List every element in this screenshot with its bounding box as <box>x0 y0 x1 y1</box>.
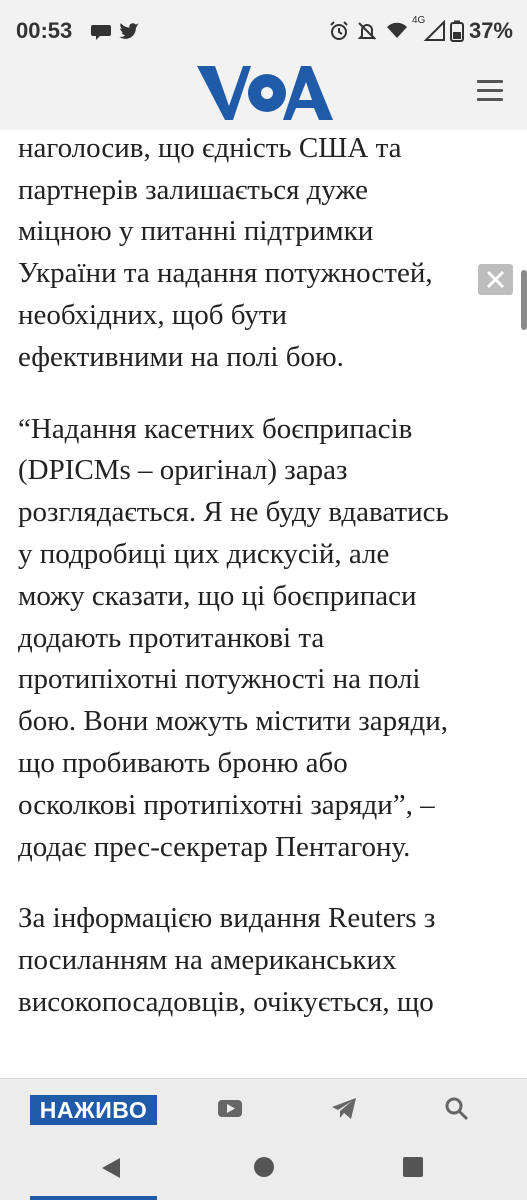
system-navigation <box>0 1134 527 1200</box>
voa-logo[interactable] <box>195 62 335 124</box>
twitter-icon <box>118 20 140 42</box>
youtube-icon[interactable] <box>216 1095 244 1121</box>
battery-percent: 37% <box>468 18 513 43</box>
scrollbar-thumb[interactable] <box>521 270 527 330</box>
hamburger-menu-icon[interactable] <box>477 76 503 102</box>
wifi-icon <box>386 20 408 42</box>
live-button[interactable]: НАЖИВО <box>30 1095 157 1125</box>
search-icon[interactable] <box>443 1095 471 1121</box>
bottom-navigation <box>0 1078 527 1135</box>
article-body <box>0 110 527 1090</box>
back-icon[interactable] <box>100 1156 122 1180</box>
network-type: 4G <box>412 15 426 26</box>
logo-text: VOA <box>195 62 198 63</box>
status-bar <box>0 0 527 62</box>
status-time: 00:53 <box>16 18 73 43</box>
article-paragraph: За інформацією видання Reuters з посиланням на американських високопосадовців, очікується, що <box>18 902 436 1018</box>
home-icon[interactable] <box>253 1156 275 1178</box>
recents-icon[interactable] <box>402 1156 424 1178</box>
alarm-icon <box>328 20 350 42</box>
close-ad-button[interactable] <box>478 264 513 295</box>
close-icon <box>486 270 505 289</box>
telegram-icon[interactable] <box>330 1095 358 1121</box>
live-indicator-bar <box>30 1196 157 1200</box>
battery-icon <box>450 20 464 42</box>
chat-bubble-icon <box>90 20 112 42</box>
article-paragraph: “Надання касетних боєприпасів (DPICMs – оригінал) зараз розглядається. Я не буду вдаватись у подробиці цих дискусій, але можу сказати, що ці боєприпаси додають протитанкові та протипіхотні потужності на полі бою. Вони можуть містити заряди, що пробивають броню або осколкові протипіхотні заряди”, – додає прес-секретар Пентагону. <box>18 412 449 863</box>
signal-icon <box>424 20 446 42</box>
app-header <box>0 62 527 130</box>
article-paragraph: наголосив, що єдність США та партнерів залишається дуже міцною у питанні підтримки України та надання потужностей, необхідних, щоб бути ефективними на полі бою. <box>18 131 433 373</box>
notifications-off-icon <box>356 20 378 42</box>
